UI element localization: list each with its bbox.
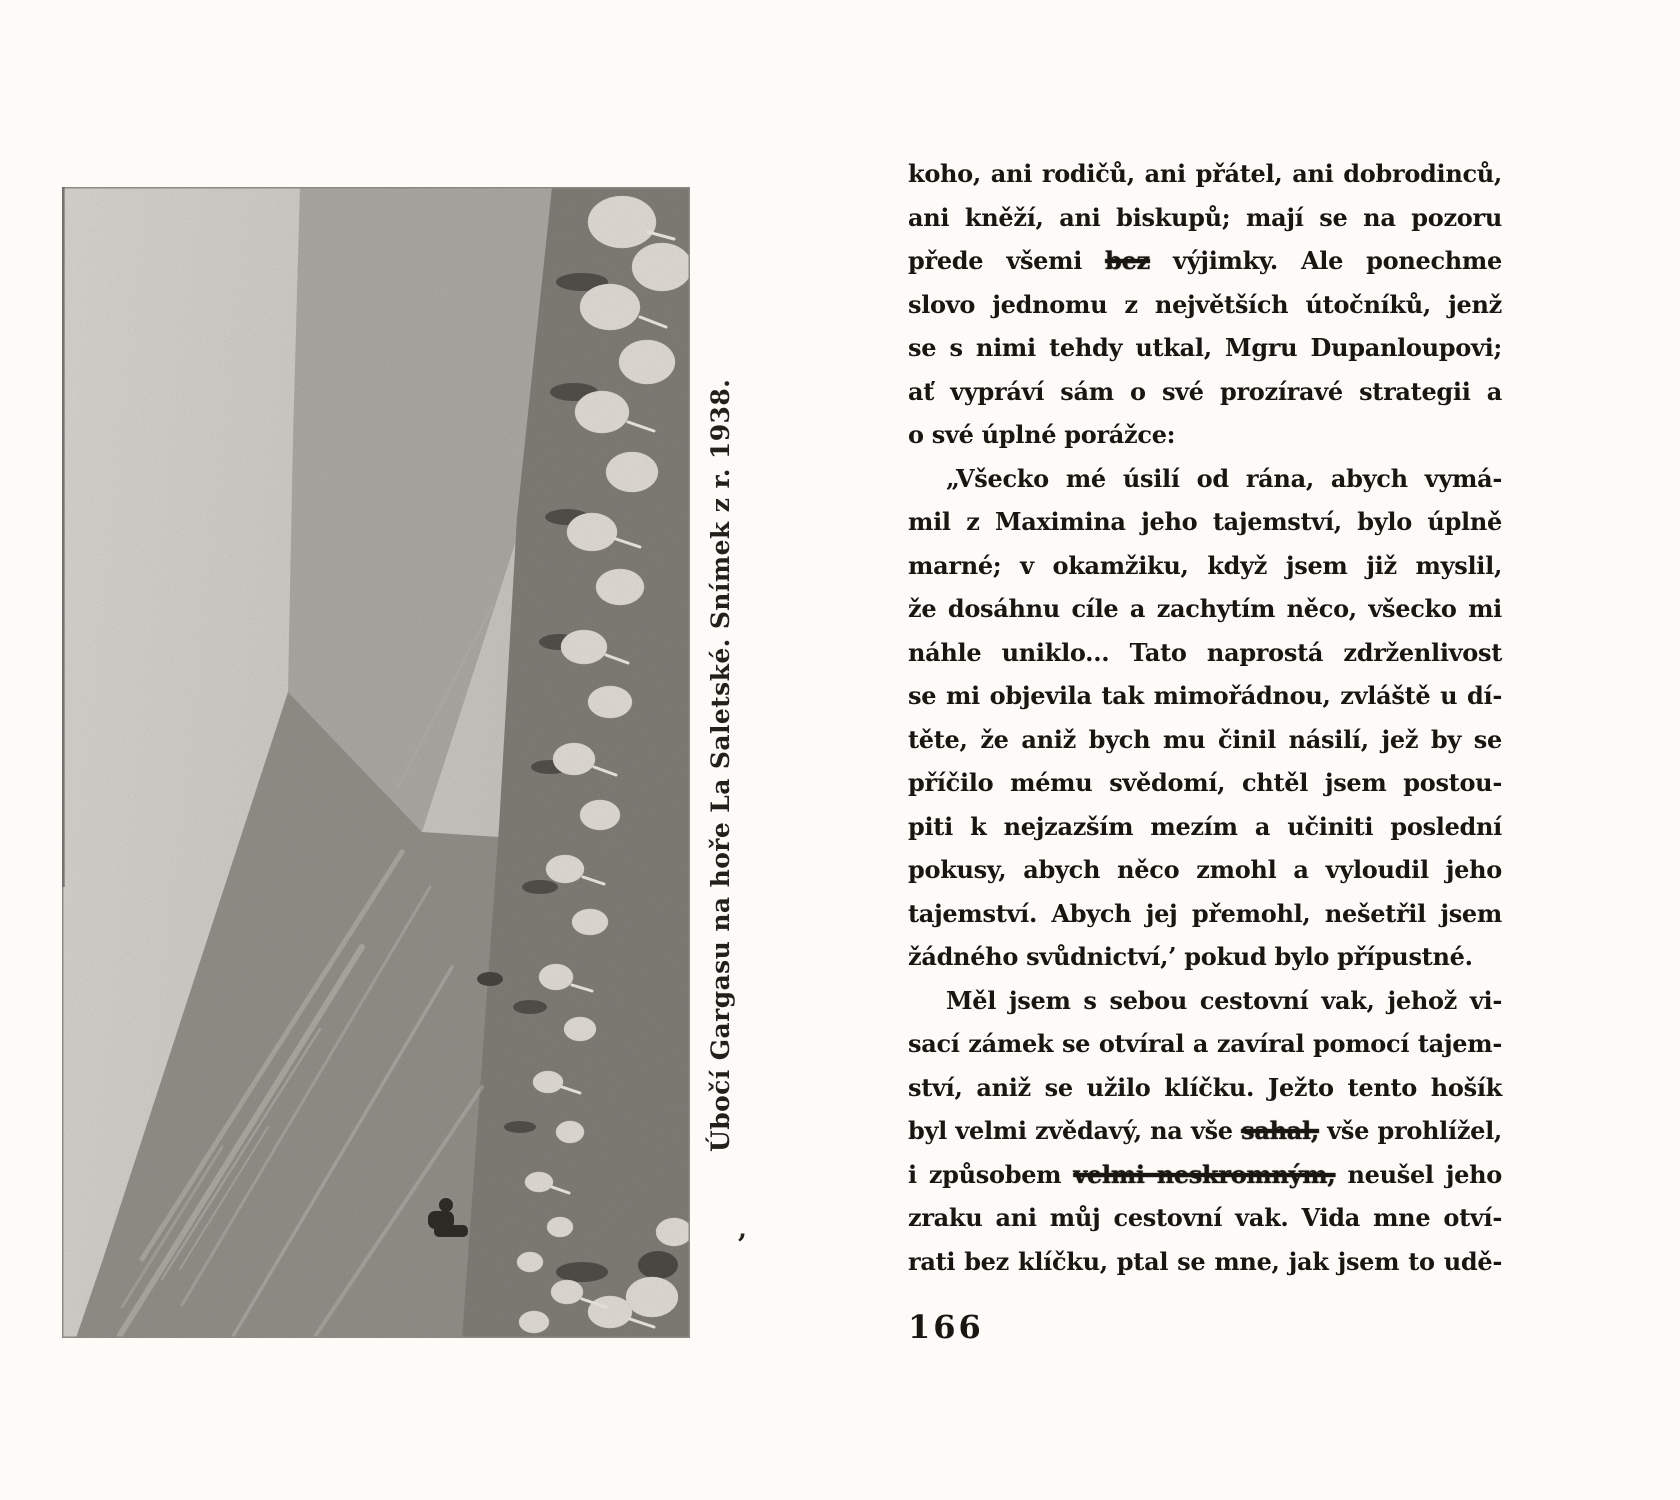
text-line: o své úplné porážce:: [908, 420, 1176, 449]
text-line: žádného svůdnictví,’ pokud bylo přípustné.: [908, 942, 1473, 971]
text-line: byl velmi zvědavý, na vše sahal, vše prohlížel,: [908, 1116, 1502, 1145]
text-line: koho, ani rodičů, ani přátel, ani dobrodinců,: [908, 159, 1502, 188]
text-line: rati bez klíčku, ptal se mne, jak jsem to udě-: [908, 1246, 1502, 1276]
paragraphs: [908, 152, 1502, 1283]
text-line: ať vypráví sám o své prozíravé strategii a: [908, 376, 1502, 406]
text-line: že dosáhnu cíle a zachytím něco, všecko mi: [908, 594, 1502, 623]
text-line: příčilo mému svědomí, chtěl jsem postou-: [908, 768, 1502, 797]
overstruck-word: bez: [1105, 246, 1150, 275]
text-line: ani kněží, ani biskupů; mají se na pozoru: [908, 202, 1502, 232]
text-line: marné; v okamžiku, když jsem již myslil,: [908, 550, 1502, 580]
text-line: tajemství. Abych jej přemohl, nešetřil jsem: [908, 898, 1502, 928]
text-line: Měl jsem s sebou cestovní vak, jehož vi-: [946, 985, 1502, 1015]
text-line: slovo jednomu z největších útočníků, jenž: [908, 289, 1502, 319]
text-column: [908, 152, 1502, 1283]
page-number: 166: [908, 1308, 984, 1346]
photo-grain: [62, 187, 690, 1338]
overstruck-word: velmi neskromným,: [1073, 1159, 1336, 1189]
text-line: zraku ani můj cestovní vak. Vida mne otví-: [908, 1203, 1502, 1232]
text-line: ství, aniž se užilo klíčku. Ježto tento hošík: [908, 1072, 1502, 1102]
text-line: mil z Maximina jeho tajemství, bylo úplně: [908, 507, 1502, 536]
text-line: sací zámek se otvíral a zavíral pomocí tajem-: [908, 1029, 1502, 1058]
text-line: přede všemi bez výjimky. Ale ponechme: [908, 246, 1502, 275]
figure-photo: [62, 187, 690, 1338]
text-line: těte, že aniž bych mu činil násilí, jež by se: [908, 724, 1502, 754]
figure-caption: Úbočí Gargasu na hoře La Saletské. Snímek z r. 1938.: [706, 378, 735, 1152]
text-line: se s nimi tehdy utkal, Mgru Dupanloupovi;: [908, 333, 1502, 362]
text-line: se mi objevila tak mimořádnou, zvláště u dí-: [908, 681, 1502, 710]
overstruck-word: sahal,: [1241, 1116, 1319, 1145]
stray-ink-mark: ’: [737, 1228, 747, 1261]
text-line: náhle uniklo... Tato naprostá zdrženlivost: [908, 637, 1502, 667]
text-line: i způsobem velmi neskromným, neušel jeho: [908, 1159, 1502, 1189]
text-line: pokusy, abych něco zmohl a vyloudil jeho: [908, 855, 1502, 884]
text-line: piti k nejzazším mezím a učiniti poslední: [908, 811, 1502, 841]
text-line: „Všecko mé úsilí od rána, abych vymá-: [946, 463, 1502, 493]
hillside-sheep-photo: [62, 187, 690, 1338]
